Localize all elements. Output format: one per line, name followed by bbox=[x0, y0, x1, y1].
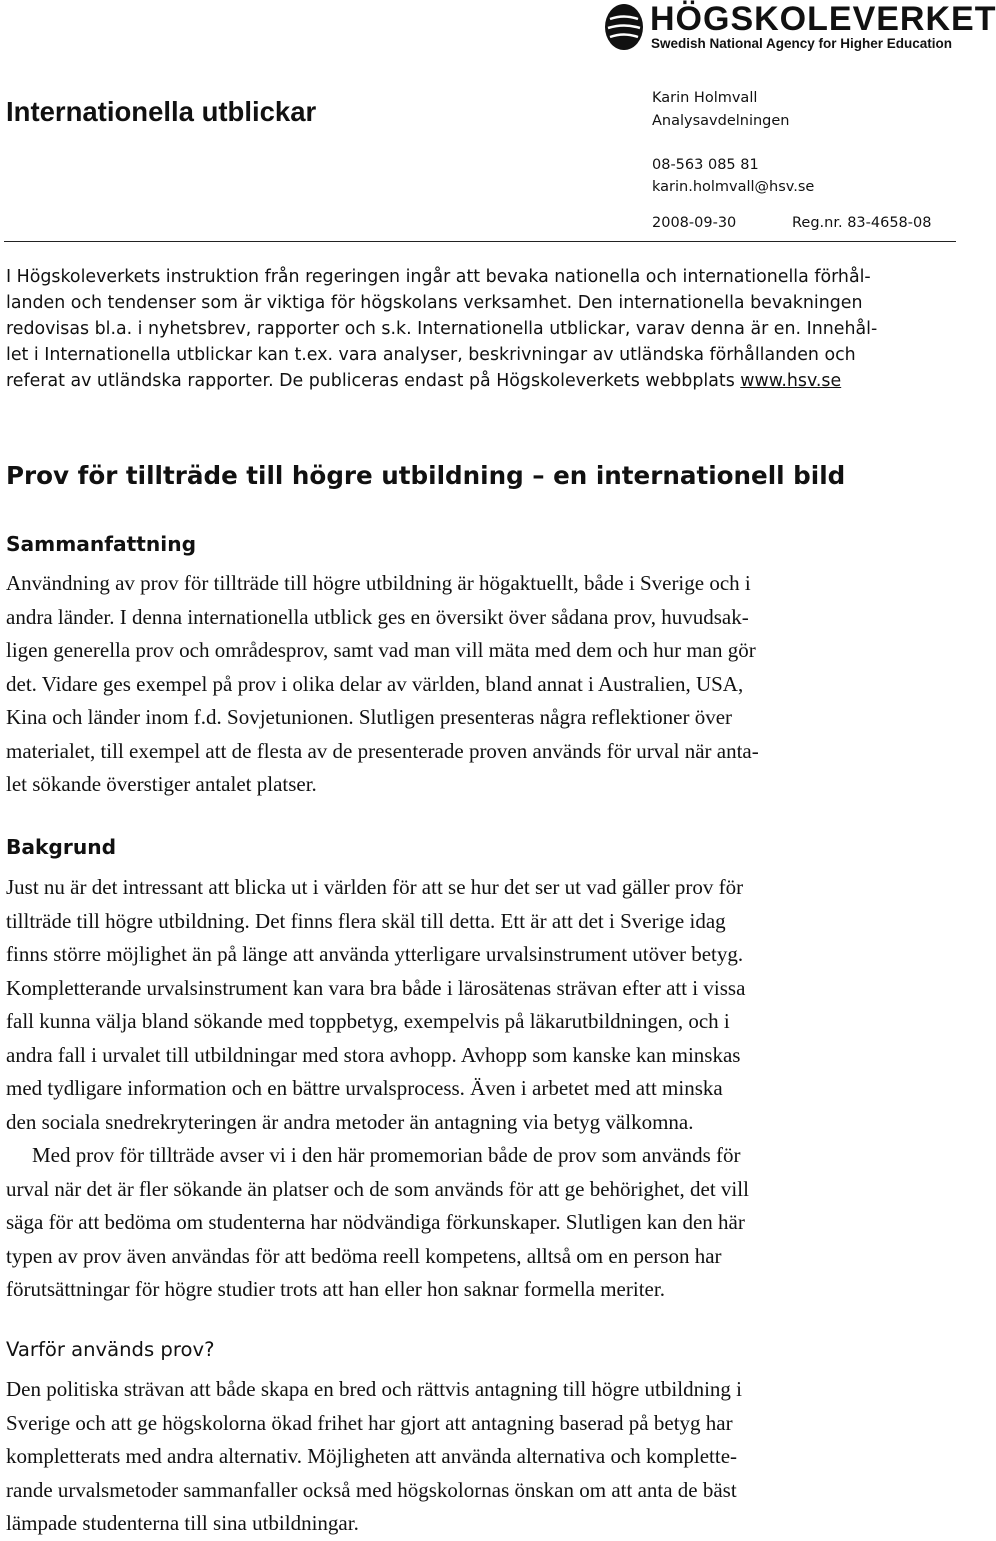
background-line: Just nu är det intressant att blicka ut i världen för att se hur det ser ut vad gäller prov för bbox=[6, 875, 744, 899]
background-heading: Bakgrund bbox=[6, 835, 117, 859]
background-line: finns större möjlighet än på länge att använda ytterligare urvalsinstrument utöver betyg. bbox=[6, 942, 744, 966]
main-title: Prov för tillträde till högre utbildning – en internationell bild bbox=[6, 461, 846, 490]
background-paragraph bbox=[6, 871, 956, 1307]
intro-line: let i Internationella utblickar kan t.ex. vara analyser, beskrivningar av utländska förhållanden och bbox=[6, 345, 856, 365]
department: Analysavdelningen bbox=[652, 113, 790, 129]
background-line: tillträde till högre utbildning. Det finns flera skäl till detta. Ett är att det i Sverige idag bbox=[6, 908, 726, 933]
logo-subtitle: Swedish National Agency for Higher Education bbox=[651, 36, 953, 51]
intro-paragraph bbox=[6, 264, 956, 394]
why-line: kompletterats med andra alternativ. Möjligheten att använda alternativa och komplette- bbox=[6, 1444, 738, 1468]
summary-line: Kina och länder inom f.d. Sovjetunionen. Slutligen presenteras några reflektioner över bbox=[6, 705, 733, 729]
summary-line: Användning av prov för tillträde till högre utbildning är högaktuellt, både i Sverige och i bbox=[6, 571, 751, 595]
intro-line: landen och tendenser som är viktiga för högskolans verksamhet. Den internationella bevakningen bbox=[6, 293, 863, 313]
header-divider bbox=[4, 241, 956, 242]
background-line: typen av prov även användas för att bedöma reell kompetens, alltså om en person har bbox=[6, 1243, 722, 1268]
why-line: Den politiska strävan att både skapa en bred och rättvis antagning till högre utbildning i bbox=[6, 1377, 742, 1401]
document-date: 2008-09-30 bbox=[652, 215, 737, 231]
why-line: Sverige och att ge högskolorna ökad frihet har gjort att antagning baserad på betyg har bbox=[6, 1410, 733, 1435]
hsv-logo-icon bbox=[604, 2, 644, 52]
registration-number: Reg.nr. 83-4658-08 bbox=[792, 215, 932, 231]
background-line: förutsättningar för högre studier trots att han eller hon saknar formella meriter. bbox=[6, 1277, 665, 1301]
why-heading: Varför används prov? bbox=[6, 1338, 215, 1361]
why-paragraph bbox=[6, 1373, 956, 1541]
why-line: lämpade studenterna till sina utbildningar. bbox=[6, 1511, 359, 1535]
background-line: urval när det är fler sökande än platser och de som används för att ge behörighet, det vill bbox=[6, 1176, 749, 1201]
background-line: säga för att bedöma om studenterna har nödvändiga förkunskaper. Slutligen kan den här bbox=[6, 1210, 745, 1234]
document-title: Internationella utblickar bbox=[6, 96, 317, 127]
email-address: karin.holmvall@hsv.se bbox=[652, 179, 815, 195]
summary-line: materialet, till exempel att de flesta av de presenterade proven används för urval när anta- bbox=[6, 738, 759, 763]
background-line: andra fall i urvalet till utbildningar med stora avhopp. Avhopp som kanske kan minskas bbox=[6, 1042, 741, 1067]
summary-heading: Sammanfattning bbox=[6, 532, 197, 556]
why-line: rande urvalsmetoder sammanfaller också med högskolornas önskan om att anta de bäst bbox=[6, 1477, 737, 1502]
summary-line: ligen generella prov och områdesprov, samt vad man vill mäta med dem och hur man gör bbox=[6, 638, 756, 662]
background-line: Kompletterande urvalsinstrument kan vara bra både i lärosätenas strävan efter att i vissa bbox=[6, 975, 746, 1000]
summary-paragraph bbox=[6, 567, 956, 802]
phone-number: 08-563 085 81 bbox=[652, 157, 759, 173]
logo bbox=[604, 0, 996, 60]
logo-name: HÖGSKOLEVERKET bbox=[650, 0, 996, 38]
intro-line: I Högskoleverkets instruktion från regeringen ingår att bevaka nationella och internationella förhål- bbox=[6, 267, 871, 287]
background-line: den sociala snedrekryteringen är andra metoder än antagning via betyg välkomna. bbox=[6, 1109, 694, 1134]
author-name: Karin Holmvall bbox=[652, 90, 758, 106]
summary-line: let sökande överstiger antalet platser. bbox=[6, 772, 317, 796]
hsv-website-link[interactable]: www.hsv.se bbox=[740, 371, 842, 391]
intro-line: redovisas bl.a. i nyhetsbrev, rapporter och s.k. Internationella utblickar, varav denna är en. Innehål- bbox=[6, 319, 878, 339]
summary-line: det. Vidare ges exempel på prov i olika delar av världen, bland annat i Australien, USA, bbox=[6, 671, 744, 696]
background-line: fall kunna välja bland sökande med toppbetyg, exempelvis på läkarutbildningen, och i bbox=[6, 1009, 730, 1033]
intro-line bbox=[6, 368, 956, 394]
intro-last-text: referat av utländska rapporter. De publiceras endast på Högskoleverkets webbplats bbox=[6, 371, 741, 391]
background-line: Med prov för tillträde avser vi i den här promemorian både de prov som används för bbox=[32, 1143, 741, 1167]
background-line: med tydligare information och en bättre urvalsprocess. Även i arbetet med att minska bbox=[6, 1076, 723, 1100]
summary-line: andra länder. I denna internationella utblick ges en översikt över sådana prov, huvudsak- bbox=[6, 604, 749, 629]
